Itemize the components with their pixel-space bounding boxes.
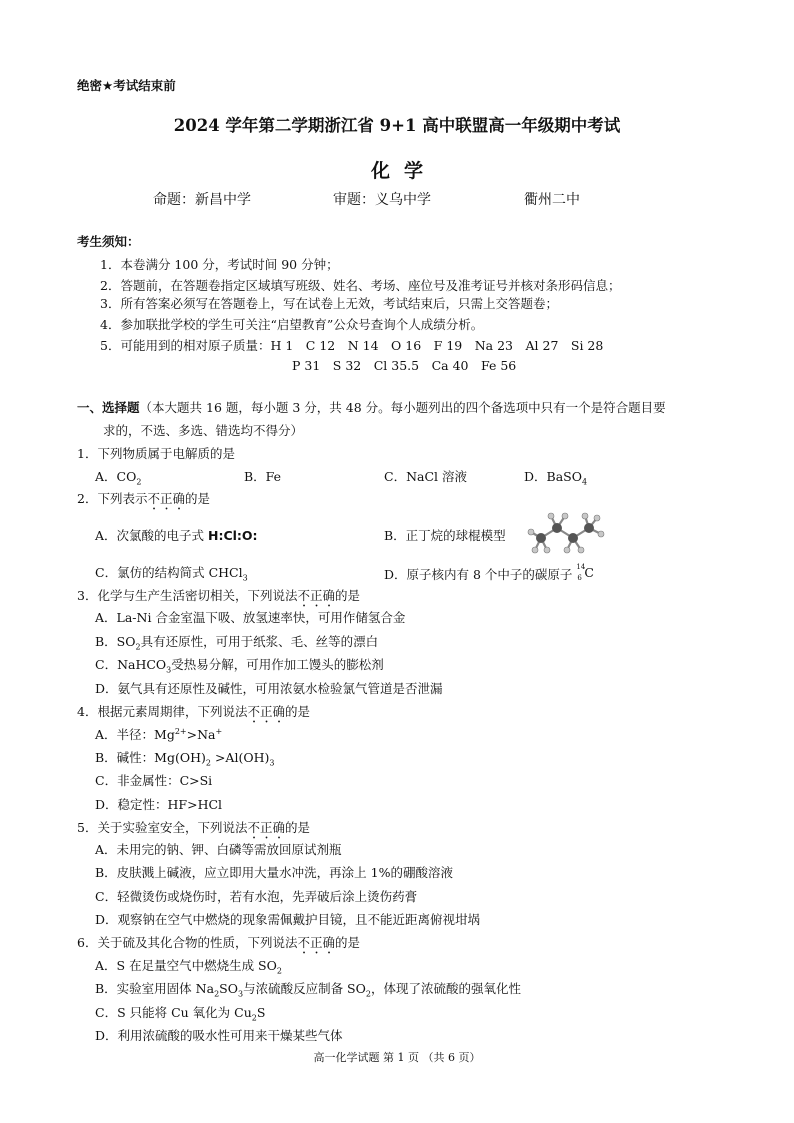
q6-option-a: A．S 在足量空气中燃烧生成 $SO_2$ <box>95 958 282 976</box>
section-heading <box>77 402 666 415</box>
q5-option-b: B．皮肤溅上碱液，应立即用大量水冲洗，再涂上 1%的硼酸溶液 <box>95 865 453 880</box>
exam-title: 2024 学年第二学期浙江省 9+1 高中联盟高一年级期中考试 <box>173 116 621 135</box>
section-desc: （本大题共 16 题，每小题 3 分，共 48 分。每小题列出的四个备选项中只有一个是符合题目要 <box>139 400 666 415</box>
q2-option-c: C．氯仿的结构简式 CHCl$_3$ <box>95 565 248 583</box>
q4-stem: 4．根据元素周期律，下列说法不正确的是 <box>77 704 310 719</box>
q5-option-c: C．轻微烫伤或烧伤时，若有水泡，先弄破后涂上烫伤药膏 <box>95 889 418 904</box>
carbon-isotope-notation: 14 6 C <box>576 563 594 582</box>
notice-item-4: 4．参加联批学校的学生可关注“启望教育”公众号查询个人成绩分析。 <box>100 317 484 332</box>
q5-option-d: D．观察钠在空气中燃烧的现象需佩戴护目镜，且不能近距离俯视坩埚 <box>95 912 481 927</box>
notice-heading: 考生须知： <box>77 234 140 249</box>
q2-option-b: B．正丁烷的球棍模型 <box>384 528 506 543</box>
atomic-masses-line2: P 31 S 32 Cl 35.5 Ca 40 Fe 56 <box>292 358 517 373</box>
q4-option-b: B．碱性：$Mg(OH)_2 >Al(OH)_3$ <box>95 750 275 768</box>
notice-item-2: 2．答题前，在答题卷指定区域填写班级、姓名、考场、座位号及准考证号并核对条形码信息； <box>100 278 621 293</box>
q6-option-c: C．S 只能将 Cu 氧化为 $Cu_2S$ <box>95 1005 266 1023</box>
q3-stem: 3．化学与生产生活密切相关，下列说法不正确的是 <box>77 588 360 603</box>
notice-item-5: 5．可能用到的相对原子质量：H 1 C 12 N 14 O 16 F 19 Na 23 Al 27 Si 28 <box>100 338 604 353</box>
q1-option-d: D．BaSO$_4$ <box>524 469 588 487</box>
q1-option-b: B．Fe <box>244 469 282 484</box>
q2-stem: 2．下列表示不正确的是 <box>77 491 210 506</box>
reviewer2-label: 衢州二中 <box>524 192 580 208</box>
setter-label: 命题：新昌中学 <box>153 192 251 208</box>
q3-option-c: C．NaHCO$_3$受热易分解，可用作加工馒头的膨松剂 <box>95 657 384 675</box>
notice-item-3: 3．所有答案必须写在答题卷上，写在试卷上无效，考试结束后，只需上交答题卷； <box>100 296 558 311</box>
q2-option-a: A．次氯酸的电子式 H:Cl:O: <box>95 528 258 543</box>
emphasis-not-correct: 不正确 <box>247 704 285 719</box>
subject-title: 化学 <box>370 160 437 182</box>
q3-option-d: D．氨气具有还原性及碱性，可用浓氨水检验氯气管道是否泄漏 <box>95 681 443 696</box>
q6-stem: 6．关于硫及其化合物的性质，下列说法不正确的是 <box>77 935 360 950</box>
q1-option-c: C．NaCl 溶液 <box>384 469 467 484</box>
emphasis-not-correct: 不正确 <box>247 820 285 835</box>
butane-ball-stick-model <box>527 510 605 558</box>
emphasis-not-correct: 不正确 <box>147 491 185 506</box>
q1-stem: 1．下列物质属于电解质的是 <box>77 446 235 461</box>
hclo-electron-formula: H:Cl:O: <box>208 528 258 543</box>
q4-option-c: C．非金属性：C>Si <box>95 773 213 788</box>
q3-option-b: B．$SO_2$具有还原性，可用于纸浆、毛、丝等的漂白 <box>95 634 379 652</box>
emphasis-not-correct: 不正确 <box>297 588 335 603</box>
q6-option-b: B．实验室用固体 $Na_2SO_3$与浓硫酸反应制备 $SO_2$，体现了浓硫酸的强氧化性 <box>95 981 521 999</box>
q4-option-d: D．稳定性：HF>HCl <box>95 797 223 812</box>
q1-option-a: A．$CO_2$ <box>95 469 142 487</box>
emphasis-not-correct: 不正确 <box>297 935 335 950</box>
section-label: 一、选择题 <box>77 400 140 415</box>
notice-item-1: 1．本卷满分 100 分，考试时间 90 分钟； <box>100 257 339 272</box>
confidential-label: 绝密★考试结束前 <box>77 78 176 93</box>
q4-option-a: A．半径：$Mg^{2+}>Na^+$ <box>95 726 223 742</box>
q6-option-d: D．利用浓硫酸的吸水性可用来干燥某些气体 <box>95 1028 343 1043</box>
q5-option-a: A．未用完的钠、钾、白磷等需放回原试剂瓶 <box>95 842 342 857</box>
section-desc-2: 求的，不选、多选、错选均不得分） <box>103 423 304 438</box>
q3-option-a: A．La-Ni 合金室温下吸、放氢速率快，可用作储氢合金 <box>95 610 406 625</box>
reviewer-label: 审题：义乌中学 <box>333 192 431 208</box>
q2-option-d: D．原子核内有 8 个中子的碳原子 14 6 C <box>384 563 594 582</box>
page-footer: 高一化学试题 第 1 页 （共 6 页） <box>313 1051 481 1064</box>
q5-stem: 5．关于实验室安全，下列说法不正确的是 <box>77 820 310 835</box>
